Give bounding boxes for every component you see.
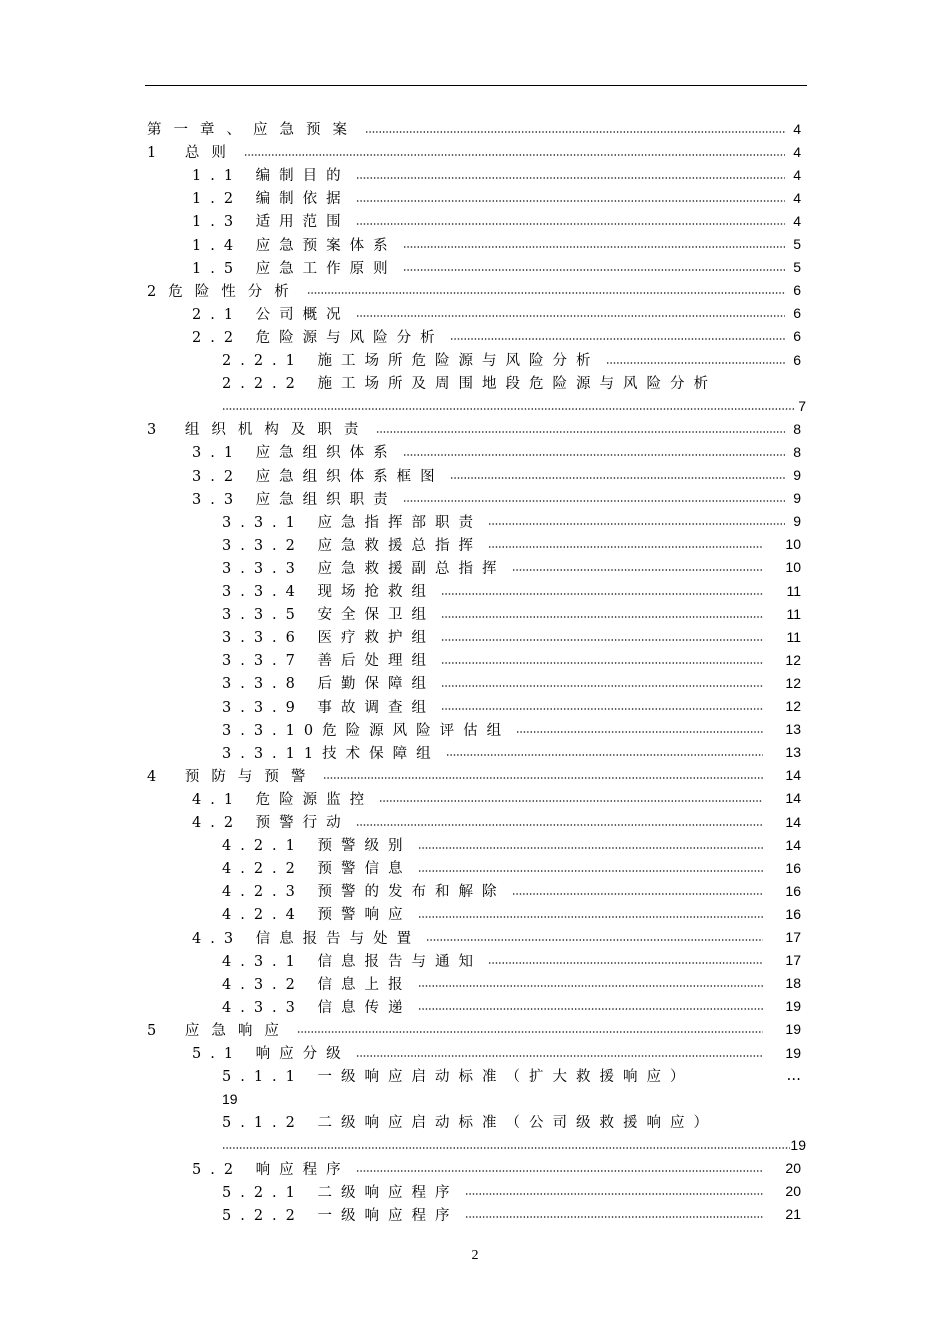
toc-entry[interactable] (192, 926, 801, 949)
toc-entry-page: 12 (785, 674, 801, 691)
toc-entry-label: 4.3.2 信息上报 (222, 976, 412, 993)
dot-leader (376, 426, 785, 438)
dot-leader (403, 449, 785, 461)
toc-entry-page: 16 (785, 905, 801, 922)
toc-entry-page: 8 (793, 443, 801, 460)
toc-entry-label: 3.3.11技术保障组 (222, 745, 440, 762)
toc-entry[interactable] (222, 718, 801, 741)
toc-entry-label: 5.1.2 二级响应启动标准（公司级救援响应） (222, 1115, 718, 1132)
dot-leader (356, 172, 785, 184)
toc-entry-page: 10 (785, 536, 801, 553)
toc-entry-label: 5.2.2 一级响应程序 (222, 1207, 459, 1224)
toc-entry-label: 1.5 应急工作原则 (192, 260, 397, 277)
dot-leader (441, 588, 763, 600)
toc-entry-label: 5.1.1 一级响应启动标准（扩大救援响应） (222, 1069, 694, 1086)
dot-leader (606, 357, 785, 369)
toc-entry[interactable] (222, 833, 801, 856)
toc-entry[interactable] (147, 1018, 801, 1041)
toc-entry-page: 10 (785, 559, 801, 576)
toc-entry-label: 2.1 公司概况 (192, 306, 350, 323)
toc-entry-label: 4.3.3 信息传递 (222, 999, 412, 1016)
dot-leader (488, 541, 763, 553)
dot-leader (450, 333, 785, 345)
toc-entry-label: 3.3.1 应急指挥部职责 (222, 514, 483, 531)
toc-entry-label: 3.2 应急组织体系框图 (192, 468, 444, 485)
toc-entry-label: 4.3 信息报告与处置 (192, 930, 421, 947)
toc-entry[interactable] (222, 902, 801, 925)
toc-entry-label: 5.2.1 二级响应程序 (222, 1184, 459, 1201)
dot-leader (403, 241, 785, 253)
toc-entry[interactable] (192, 487, 801, 510)
toc-entry[interactable] (222, 1110, 801, 1133)
toc-entry-label: 5.2 响应程序 (192, 1161, 350, 1178)
toc-entry[interactable] (222, 625, 801, 648)
toc-entry[interactable] (192, 464, 801, 487)
toc-entry-label: 4 预防与预警 (147, 768, 318, 785)
toc-entry-page: 14 (785, 767, 801, 784)
toc-entry-page: 5 (793, 259, 801, 276)
toc-entry-page: 20 (785, 1160, 801, 1176)
dot-leader (365, 126, 785, 138)
toc-entry[interactable] (147, 417, 801, 440)
toc-entry-continuation[interactable] (222, 1133, 806, 1156)
dot-leader (379, 795, 763, 807)
toc-entry-page: 12 (785, 651, 801, 668)
dot-leader (356, 310, 785, 322)
dot-leader (356, 218, 785, 230)
toc-entry-page: 20 (785, 1183, 801, 1200)
dot-leader (356, 1165, 763, 1177)
toc-entry-label: 3.3.10危险源风险评估组 (222, 722, 511, 739)
toc-entry-label: 4.2.4 预警响应 (222, 907, 412, 924)
toc-entry-page: 14 (785, 836, 801, 853)
dot-leader (441, 657, 763, 669)
toc-entry-page: 19 (785, 1044, 801, 1061)
dot-leader (426, 934, 763, 946)
toc-entry-page: 14 (785, 790, 801, 807)
toc-entry-label: 3.1 应急组织体系 (192, 445, 397, 462)
toc-entry-page: 6 (793, 282, 801, 299)
toc-entry[interactable] (222, 556, 801, 579)
toc-entry-continuation[interactable] (222, 394, 806, 417)
toc-entry-label: 5.1 响应分级 (192, 1046, 350, 1062)
toc-entry[interactable] (147, 140, 801, 163)
dot-leader (488, 957, 763, 969)
toc-entry[interactable] (192, 1041, 801, 1064)
toc-entry-label: 1.2 编制依据 (192, 191, 350, 208)
toc-entry[interactable] (192, 302, 801, 325)
toc-entry-page: 16 (785, 882, 801, 899)
toc-entry[interactable] (222, 1180, 801, 1203)
toc-entry-page: 4 (793, 166, 801, 183)
toc-entry[interactable] (222, 879, 801, 902)
dot-leader (222, 1142, 790, 1154)
dot-leader (418, 980, 763, 992)
toc-entry-page: 13 (785, 744, 801, 761)
dot-leader (323, 772, 763, 784)
toc-entry[interactable] (222, 371, 801, 394)
toc-entry[interactable] (222, 695, 801, 718)
toc-entry-page: 13 (785, 721, 801, 738)
toc-entry-page: 11 (786, 605, 801, 622)
dot-leader (418, 1003, 763, 1015)
dot-leader (441, 634, 763, 646)
toc-entry-page: 4 (793, 143, 801, 160)
toc-entry[interactable] (192, 186, 801, 209)
toc-entry-label: 4.2 预警行动 (192, 815, 350, 831)
dot-leader (446, 749, 763, 761)
toc-entry-label: 第一章、应急预案 (147, 122, 359, 138)
toc-entry-label: 3.3.4 现场抢救组 (222, 584, 436, 600)
toc-entry-page: 19 (222, 1090, 238, 1107)
toc-entry-label: 4.2.2 预警信息 (222, 861, 412, 878)
toc-entry[interactable] (192, 440, 801, 463)
toc-entry-page: 6 (793, 328, 801, 345)
toc-entry[interactable] (222, 856, 801, 879)
toc-entry[interactable] (222, 1203, 801, 1226)
toc-entry-label: 2.2 危险源与风险分析 (192, 329, 444, 346)
toc-entry-label: 3.3.6 医疗救护组 (222, 630, 436, 647)
toc-entry-page: 4 (793, 189, 801, 206)
toc-entry-page: 4 (793, 120, 801, 137)
toc-entry-page: 19 (785, 1021, 801, 1038)
dot-leader (418, 865, 763, 877)
dot-leader (465, 1211, 763, 1223)
dot-leader (441, 611, 763, 623)
toc-entry[interactable] (222, 533, 801, 556)
dot-leader (441, 680, 763, 692)
toc-entry-label: 4.2.1 预警级别 (222, 838, 412, 855)
dot-leader (356, 195, 785, 207)
dot-leader (488, 518, 785, 530)
toc-entry-label: 4.3.1 信息报告与通知 (222, 953, 483, 970)
toc-entry-label: 1 总则 (147, 145, 238, 162)
toc-entry-label: 2.2.2 施工场所及周围地段危险源与风险分析 (222, 376, 718, 393)
toc-entry-label: 3.3.2 应急救援总指挥 (222, 537, 483, 554)
toc-entry-page: 9 (793, 513, 801, 530)
header-rule (145, 85, 807, 86)
toc-entry[interactable] (222, 510, 801, 533)
toc-entry[interactable] (147, 764, 801, 787)
dot-leader (450, 472, 785, 484)
toc-entry[interactable] (147, 279, 801, 302)
toc-entry-label: 4.1 危险源监控 (192, 791, 374, 808)
page-number: 2 (471, 1248, 479, 1263)
dot-leader (403, 264, 785, 276)
toc-entry[interactable] (222, 671, 801, 694)
toc-entry-page: 17 (785, 952, 801, 969)
toc-entry[interactable] (222, 1064, 801, 1087)
toc-entry-label: 2.2.1 施工场所危险源与风险分析 (222, 353, 600, 369)
toc-entry-label: 4.2.3 预警的发布和解除 (222, 884, 506, 901)
toc-entry-page: 12 (785, 698, 801, 714)
dot-leader (222, 403, 796, 415)
toc-entry-page: 18 (785, 975, 801, 992)
toc-entry-page: 4 (793, 212, 801, 229)
toc-entry-page: 17 (785, 929, 801, 945)
toc-entry-page: 11 (786, 628, 801, 645)
toc-entry-label: 1.4 应急预案体系 (192, 237, 397, 254)
toc-entry[interactable] (222, 995, 801, 1018)
toc-entry-page: 16 (785, 859, 801, 876)
dot-leader (418, 842, 763, 854)
toc-entry-label: 3.3.5 安全保卫组 (222, 607, 436, 624)
toc-entry-ellipsis: … (786, 1067, 801, 1084)
dot-leader (244, 149, 785, 161)
dot-leader (512, 564, 763, 576)
toc-entry[interactable] (192, 325, 801, 348)
toc-entry-page: 6 (793, 305, 801, 322)
toc-entry-page: 14 (785, 813, 801, 830)
dot-leader (465, 1188, 763, 1200)
toc-entry[interactable] (192, 256, 801, 279)
dot-leader (307, 287, 785, 299)
toc-entry-page: 9 (793, 467, 801, 483)
toc-entry[interactable] (192, 163, 801, 186)
toc-entry-page: 8 (793, 420, 801, 437)
toc-entry-label: 5 应急响应 (147, 1022, 291, 1039)
toc-entry-label: 2危险性分析 (147, 283, 301, 300)
toc-entry-page: 9 (793, 490, 801, 507)
toc-entry[interactable] (147, 117, 801, 140)
toc-entry-label: 1.1 编制目的 (192, 168, 350, 185)
toc-entry-page: 19 (790, 1136, 806, 1153)
toc-entry-label: 3.3.9 事故调查组 (222, 699, 436, 716)
toc-entry[interactable] (222, 579, 801, 602)
toc-entry-page: 5 (793, 236, 801, 252)
toc-entry-page: 21 (785, 1206, 801, 1223)
toc-entry[interactable] (192, 787, 801, 810)
toc-entry-label: 3.3.7 善后处理组 (222, 653, 436, 670)
toc-entry-label: 3.3 应急组织职责 (192, 491, 397, 508)
dot-leader (516, 726, 763, 738)
dot-leader (356, 1050, 763, 1062)
toc-entry-page: 19 (785, 998, 801, 1015)
toc-entry[interactable] (192, 209, 801, 232)
toc-entry[interactable] (222, 648, 801, 671)
dot-leader (403, 495, 785, 507)
dot-leader (441, 703, 763, 715)
toc-entry[interactable] (192, 233, 801, 256)
dot-leader (512, 888, 763, 900)
toc-entry-label: 3 组织机构及职责 (147, 422, 371, 439)
toc-entry-page: 11 (786, 582, 801, 599)
toc-entry[interactable] (222, 348, 801, 371)
toc-entry[interactable] (222, 972, 801, 995)
toc-entry[interactable] (222, 602, 801, 625)
toc-entry[interactable] (192, 1157, 801, 1180)
toc-entry-label: 3.3.8 后勤保障组 (222, 676, 436, 693)
dot-leader (356, 819, 763, 831)
dot-leader (297, 1026, 763, 1038)
toc-entry-label: 1.3 适用范围 (192, 214, 350, 231)
toc-entry-continuation[interactable] (222, 1087, 262, 1110)
toc-entry[interactable] (222, 741, 801, 764)
toc-entry[interactable] (222, 949, 801, 972)
toc-entry-page: 6 (793, 351, 801, 368)
dot-leader (418, 911, 763, 923)
toc-entry[interactable] (192, 810, 801, 833)
toc-entry-label: 3.3.3 应急救援副总指挥 (222, 560, 506, 577)
toc-entry-page: 7 (798, 397, 806, 414)
